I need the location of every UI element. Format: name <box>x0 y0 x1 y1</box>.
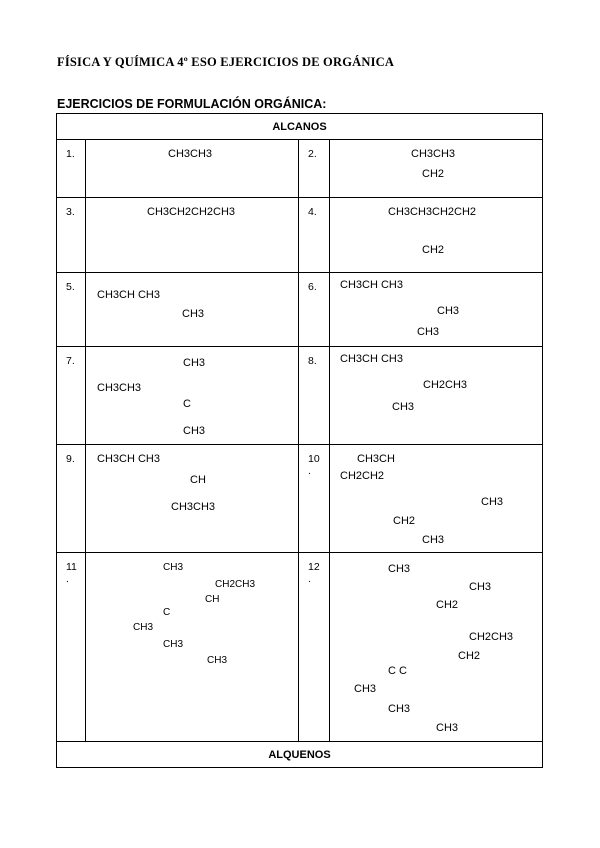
exercise-number: 10 . <box>299 445 330 553</box>
formula: CH2 <box>393 515 416 527</box>
formula: CH3CH3 <box>171 501 216 513</box>
formula: CH3CH2CH2CH3 <box>147 206 236 218</box>
formula: CH3 <box>392 401 415 413</box>
formula: CH3CH3CH2CH2 <box>388 206 477 218</box>
formula: CH2CH3 <box>469 631 514 643</box>
exercise-cell-8 <box>330 347 543 445</box>
exercise-number: 11 . <box>57 553 86 742</box>
formula: CH3 <box>437 305 460 317</box>
exercise-number: 3. <box>57 198 86 273</box>
formula: CH3 <box>422 534 445 546</box>
formula: CH <box>205 594 220 605</box>
formula: CH3CH CH3 <box>340 279 403 291</box>
exercise-number: 5. <box>57 273 86 347</box>
exercise-number: 9. <box>57 445 86 553</box>
formula: CH2 <box>422 244 445 256</box>
formula: CH3 <box>481 496 504 508</box>
exercise-cell-5 <box>86 273 299 347</box>
formula: CH3 <box>183 425 206 437</box>
formula: CH2 <box>458 650 481 662</box>
exercise-cell-12 <box>330 553 543 742</box>
formula: CH3 <box>469 581 492 593</box>
exercise-cell-10 <box>330 445 543 553</box>
exercise-number: 6. <box>299 273 330 347</box>
exercise-cell-3 <box>86 198 299 273</box>
formula: CH3 <box>133 622 154 633</box>
formula: CH3CH <box>357 453 395 465</box>
formula: CH2CH2 <box>340 470 385 482</box>
formula: CH3CH CH3 <box>97 289 160 301</box>
exercise-cell-11 <box>86 553 299 742</box>
alquenos-header: ALQUENOS <box>57 742 543 768</box>
formula: CH3CH CH3 <box>97 453 160 465</box>
formula: CH3 <box>183 357 206 369</box>
exercise-cell-7 <box>86 347 299 445</box>
formula: CH3 <box>207 655 228 666</box>
formula: CH2 <box>436 599 459 611</box>
exercise-number: 2. <box>299 140 330 198</box>
exercise-number: 1. <box>57 140 86 198</box>
formula: C <box>163 607 171 618</box>
formula: C C <box>388 665 407 677</box>
exercise-table <box>56 113 543 768</box>
exercise-cell-2 <box>330 140 543 198</box>
formula: CH3 <box>417 326 440 338</box>
formula: CH3 <box>388 563 411 575</box>
formula: CH2 <box>422 168 445 180</box>
formula: CH3CH3 <box>168 148 213 160</box>
section-subtitle: EJERCICIOS DE FORMULACIÓN ORGÁNICA: <box>57 97 327 111</box>
formula: CH2CH3 <box>215 579 256 590</box>
formula: CH3 <box>163 639 184 650</box>
exercise-number: 12 . <box>299 553 330 742</box>
exercise-number: 7. <box>57 347 86 445</box>
exercise-cell-9 <box>86 445 299 553</box>
exercise-cell-4 <box>330 198 543 273</box>
formula: CH3 <box>163 562 184 573</box>
formula: CH3CH3 <box>97 382 142 394</box>
formula: C <box>183 398 191 410</box>
exercise-cell-6 <box>330 273 543 347</box>
exercise-number: 4. <box>299 198 330 273</box>
formula: CH <box>190 474 206 486</box>
formula: CH3CH3 <box>411 148 456 160</box>
exercise-number: 8. <box>299 347 330 445</box>
formula: CH3 <box>436 722 459 734</box>
formula: CH3 <box>354 683 377 695</box>
formula: CH3 <box>182 308 205 320</box>
formula: CH3 <box>388 703 411 715</box>
exercise-cell-1 <box>86 140 299 198</box>
document-title: FÍSICA Y QUÍMICA 4º ESO EJERCICIOS DE ORGÁNICA <box>57 55 395 69</box>
alcanos-header: ALCANOS <box>57 114 543 140</box>
formula: CH2CH3 <box>423 379 468 391</box>
formula: CH3CH CH3 <box>340 353 403 365</box>
